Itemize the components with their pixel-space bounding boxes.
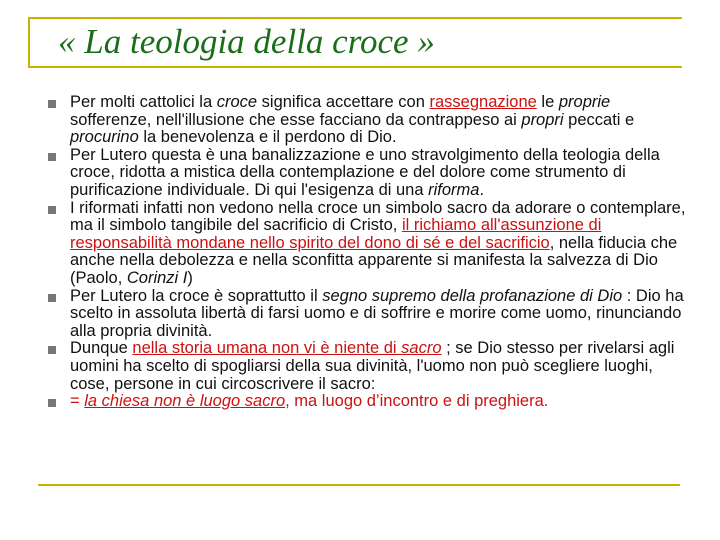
text-run: la benevolenza e il perdono di Dio. [138, 128, 397, 147]
text-run: rassegnazione [429, 93, 537, 111]
slide-title: « La teologia della croce » [58, 22, 435, 61]
text-run: Dunque [70, 339, 133, 358]
bullet-text [70, 199, 685, 287]
text-run: ) [187, 268, 193, 287]
text-run: Per molti cattolici la [70, 93, 217, 111]
bullet-item [50, 340, 690, 393]
title-left-rule [28, 17, 30, 67]
title-top-rule [28, 17, 682, 19]
title-bottom-rule [28, 66, 682, 68]
bullet-item [50, 288, 690, 341]
text-run: proprie [558, 93, 611, 111]
square-bullet-icon [48, 206, 56, 214]
bullet-text [70, 93, 634, 146]
text-run: Per Lutero questa è una banalizzazione e uno stravolgimento della teologia della croce, ridotta a mistica della contemplazione e del dolore come strumento di purificazione individuale. Di qui l'esigenza di una [70, 145, 660, 199]
text-run: peccati e [563, 110, 635, 129]
text-run: propri [521, 110, 564, 129]
text-run: = [70, 392, 85, 411]
bullet-text [70, 146, 660, 199]
bullet-text [70, 392, 548, 410]
text-run: nella storia umana non vi è niente di [132, 339, 402, 358]
bullet-item [50, 200, 690, 288]
text-run: , ma luogo d’incontro e di preghiera. [285, 392, 549, 411]
bullet-text [70, 339, 674, 392]
text-run: ; se Dio stesso per rivelarsi agli uomini ha scelto di spogliarsi della sua divinità, l'uomo non può scegliere luoghi, cose, persone in cui circoscrivere il sacro: [70, 339, 675, 393]
bullet-item [50, 147, 690, 200]
text-run: le [536, 93, 559, 111]
text-run: significa accettare con [257, 93, 430, 111]
square-bullet-icon [48, 399, 56, 407]
text-run: sacro [401, 339, 442, 358]
text-run: I riformati infatti non vedono nella croce un simbolo sacro da adorare o contemplare, ma il simbolo tangibile del sacrificio di Cristo, [70, 198, 686, 235]
text-run: . [479, 180, 485, 199]
square-bullet-icon [48, 100, 56, 108]
text-run: : Dio ha scelto in assoluta libertà di farsi uomo e di soffrire e morire come uomo, rinunciando alla propria divinità. [70, 286, 684, 340]
text-run: segno supremo della profanazione di Dio [322, 286, 623, 305]
square-bullet-icon [48, 153, 56, 161]
text-run: procurino [70, 128, 139, 147]
text-run: croce [216, 93, 258, 111]
square-bullet-icon [48, 294, 56, 302]
footer-rule [38, 484, 680, 486]
text-run: sofferenze, nell'illusione che esse facciano da contrappeso ai [70, 110, 522, 129]
bullet-item [50, 94, 690, 147]
text-run: riforma [428, 180, 480, 199]
text-run: la chiesa non è luogo sacro [84, 392, 286, 411]
bullet-text [70, 287, 684, 340]
text-run: Per Lutero la croce è soprattutto il [70, 286, 323, 305]
text-run: Corinzi I [126, 268, 188, 287]
text-run: , nella fiducia che anche nella debolezza e nella sconfitta apparente si manifesta la salvezza di Dio (Paolo, [70, 233, 678, 287]
bullet-list [50, 94, 690, 411]
square-bullet-icon [48, 346, 56, 354]
bullet-item [50, 393, 690, 411]
text-run: il richiamo all'assunzione di responsabilità mondane nello spirito del dono di sé e del sacrificio [70, 216, 602, 252]
